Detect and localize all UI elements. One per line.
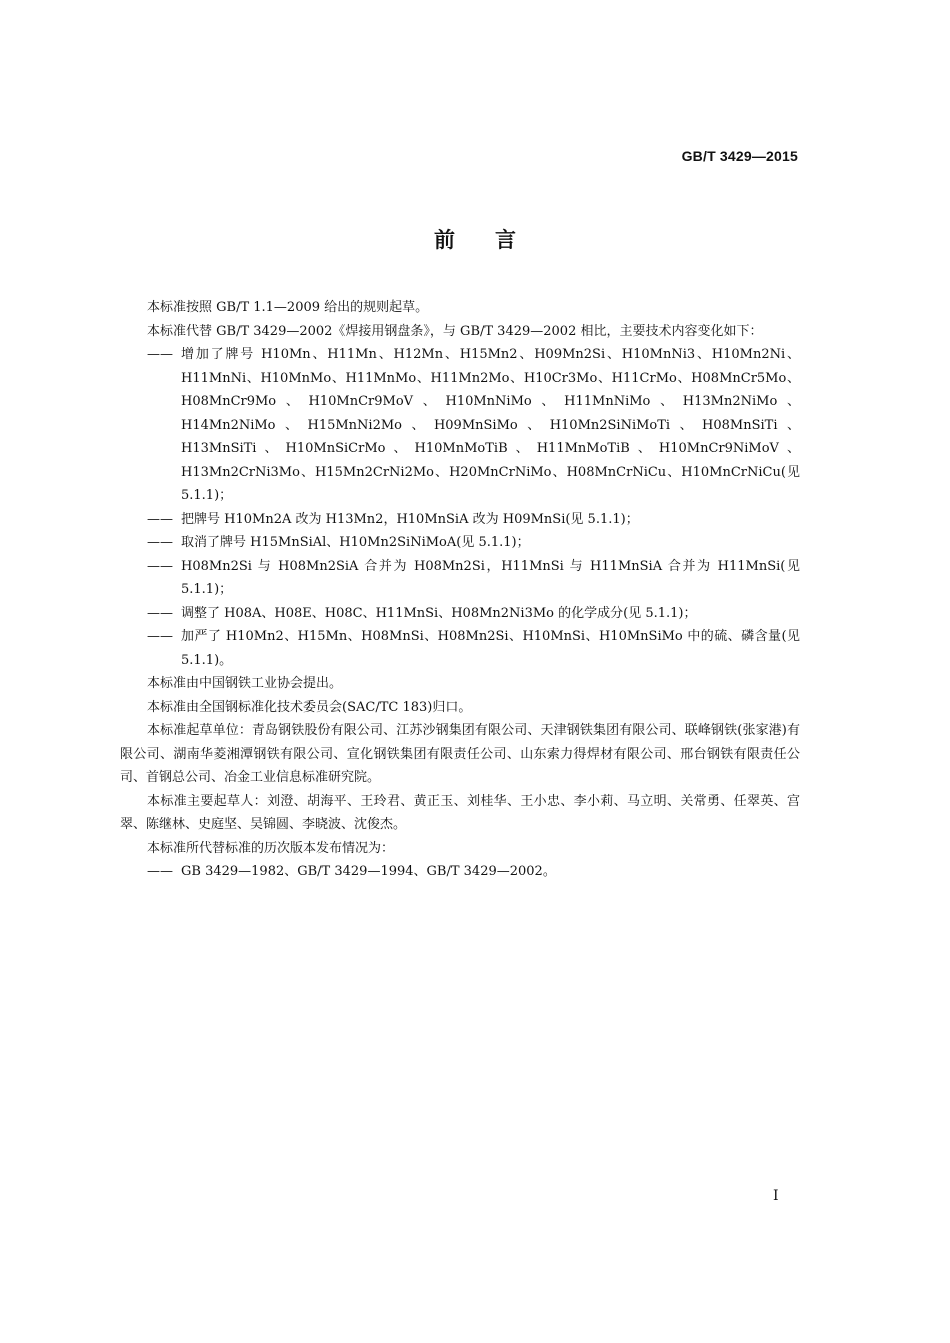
list-item-text: 加严了 H10Mn2、H15Mn、H08MnSi、H08Mn2Si、H10MnSi、H10MnSiMo 中的硫、磷含量(见 5.1.1)。 [181, 629, 800, 668]
dash-marker: —— [147, 535, 173, 550]
dash-marker: —— [147, 864, 173, 879]
changes-list [120, 343, 800, 672]
dash-marker: —— [147, 347, 173, 362]
list-item [120, 531, 800, 555]
history-intro-paragraph: 本标准所代替标准的历次版本发布情况为： [147, 840, 395, 856]
proposer-paragraph: 本标准由中国钢铁工业协会提出。 [147, 676, 343, 691]
document-body [120, 296, 800, 884]
list-item-text: 调整了 H08A、H08E、H08C、H11MnSi、H08Mn2Ni3Mo 的化学成分(见 5.1.1)； [181, 605, 697, 621]
dash-marker: —— [147, 605, 173, 621]
list-item-text: 把牌号 H10Mn2A 改为 H13Mn2，H10MnSiA 改为 H09MnSi(见 5.1.1)； [181, 511, 639, 527]
page-number: I [773, 1188, 779, 1204]
dash-marker: —— [147, 558, 173, 574]
drafting-units-paragraph: 本标准起草单位：青岛钢铁股份有限公司、江苏沙钢集团有限公司、天津钢铁集团有限公司、联峰钢铁(张家港)有限公司、湖南华菱湘潭钢铁有限公司、宣化钢铁集团有限责任公司、山东索力得焊材有限公司、邢台钢铁有限责任公司、首钢总公司、冶金工业信息标准研究院。 [120, 723, 800, 785]
history-list-item [120, 860, 800, 884]
dash-marker: —— [147, 511, 173, 527]
list-item [120, 555, 800, 602]
list-item [120, 602, 800, 626]
list-item [120, 625, 800, 672]
list-item [120, 343, 800, 508]
list-item-text: H08Mn2Si 与 H08Mn2SiA 合并为 H08Mn2Si，H11MnSi 与 H11MnSiA 合并为 H11MnSi(见 5.1.1)； [181, 558, 800, 597]
list-item-text: 取消了牌号 H15MnSiAl、H10Mn2SiNiMoA(见 5.1.1)； [181, 535, 530, 550]
dash-marker: —— [147, 629, 173, 644]
list-item-text: 增加了牌号 H10Mn、H11Mn、H12Mn、H15Mn2、H09Mn2Si、H10MnNi3、H10Mn2Ni、H11MnNi、H10MnMo、H11MnMo、H11Mn2Mo、H10Cr3Mo、H11CrMo、H08MnCr5Mo、H08MnCr9Mo、H10MnCr9MoV、H10MnNiMo、H11MnNiMo、H13Mn2NiMo、H14Mn2NiMo、H15MnNi2Mo、H09MnSiMo、H10Mn2SiNiMoTi、H08MnSiTi、H13MnSiTi、H10MnSiCrMo、H10MnMoTiB、H11MnMoTiB、H10MnCr9NiMoV、H13Mn2CrNi3Mo、H15Mn2CrNi2Mo、H20MnCrNiMo、H08MnCrNiCu、H10MnCrNiCu(见 5.1.1)； [181, 347, 800, 503]
list-item [120, 508, 800, 532]
page-title: 前言 [434, 228, 556, 252]
drafters-paragraph: 本标准主要起草人：刘澄、胡海平、王玲君、黄正玉、刘桂华、王小忠、李小莉、马立明、关常勇、任翠英、宫翠、陈继林、史庭坚、吴锦圆、李晓波、沈俊杰。 [120, 793, 800, 832]
technical-committee-paragraph: 本标准由全国钢标准化技术委员会(SAC/TC 183)归口。 [147, 699, 472, 715]
drafting-rule-paragraph: 本标准按照 GB/T 1.1—2009 给出的规则起草。 [147, 300, 429, 315]
history-item-text: GB 3429—1982、GB/T 3429—1994、GB/T 3429—2002。 [181, 864, 556, 879]
standard-code: GB/T 3429—2015 [681, 148, 798, 164]
replacement-paragraph: 本标准代替 GB/T 3429—2002《焊接用钢盘条》，与 GB/T 3429—2002 相比，主要技术内容变化如下： [147, 323, 763, 339]
